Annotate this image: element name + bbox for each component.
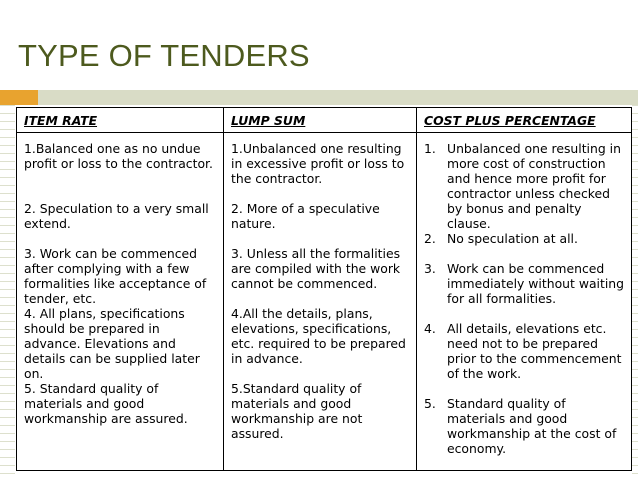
lump-sum-point-2: 2. More of a speculative nature. xyxy=(231,201,380,231)
lump-sum-point-3: 3. Unless all the formalities are compiled with the work cannot be commenced. xyxy=(231,246,401,291)
header-cost-plus-percentage: COST PLUS PERCENTAGE xyxy=(417,108,632,133)
decorative-top-bar xyxy=(0,90,638,105)
cost-plus-list xyxy=(424,141,625,456)
lump-sum-cell xyxy=(224,133,417,471)
lump-sum-point-4: 4.All the details, plans, elevations, specifications, etc. required to be prepared in advance. xyxy=(231,306,406,366)
item-rate-point-2: 2. Speculation to a very small extend. xyxy=(24,201,209,231)
cost-plus-cell xyxy=(417,133,632,471)
lump-sum-point-5: 5.Standard quality of materials and good workmanship are not assured. xyxy=(231,381,363,441)
header-lump-sum: LUMP SUM xyxy=(224,108,417,133)
item-rate-point-4: 4. All plans, specifications should be prepared in advance. Elevations and details can be supplied later on. xyxy=(24,306,200,381)
cost-plus-point-4: 4. All details, elevations etc. need not to be prepared prior to the commencement of the work. xyxy=(424,321,622,381)
header-item-rate: ITEM RATE xyxy=(17,108,224,133)
tender-types-table xyxy=(16,107,632,471)
item-rate-point-5: 5. Standard quality of materials and good workmanship are assured. xyxy=(24,381,188,426)
decorative-left-stripes xyxy=(0,105,15,478)
item-rate-cell xyxy=(17,133,224,471)
cost-plus-point-5: 5. Standard quality of materials and good workmanship at the cost of economy. xyxy=(424,396,617,456)
table-body-row xyxy=(17,133,632,471)
decorative-right-stripes xyxy=(632,105,638,478)
item-rate-point-3: 3. Work can be commenced after complying with a few formalities like acceptance of tender, etc. xyxy=(24,246,207,306)
table-header-row xyxy=(17,108,632,133)
cost-plus-point-1: 1. Unbalanced one resulting in more cost of construction and hence more profit for contractor unless checked by bonus and penalty clause. xyxy=(424,141,621,231)
cost-plus-point-2: 2. No speculation at all. xyxy=(424,231,578,246)
item-rate-point-1: 1.Balanced one as no undue profit or loss to the contractor. xyxy=(24,141,213,171)
slide-title: TYPE OF TENDERS xyxy=(18,38,310,73)
lump-sum-point-1: 1.Unbalanced one resulting in excessive profit or loss to the contractor. xyxy=(231,141,405,186)
decorative-orange-accent xyxy=(0,90,38,105)
cost-plus-point-3: 3. Work can be commenced immediately without waiting for all formalities. xyxy=(424,261,625,306)
